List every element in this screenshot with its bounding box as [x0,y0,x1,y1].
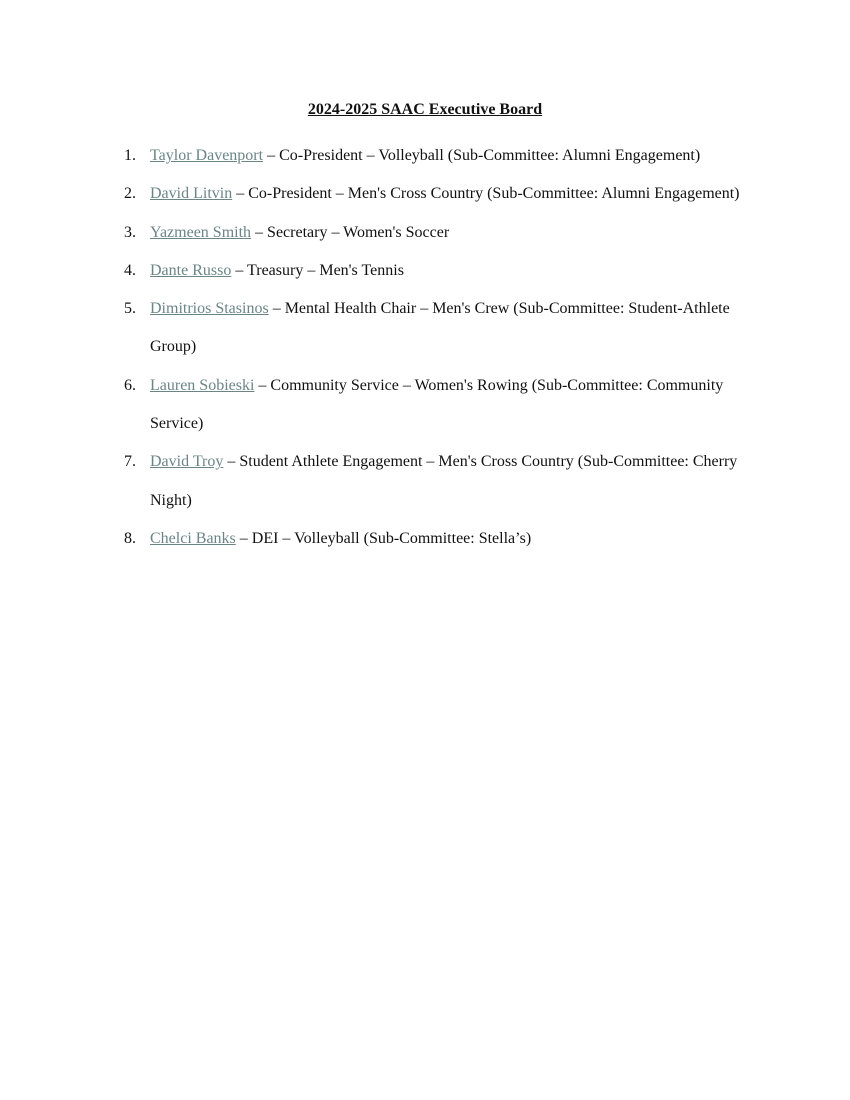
member-link-david-troy[interactable]: David Troy [150,453,224,471]
list-item [124,137,770,175]
member-details: – Community Service – Women's Rowing (Sub-Committee: Community Service) [150,376,724,433]
member-link-chelci-banks[interactable]: Chelci Banks [150,529,236,547]
member-link-david-litvin[interactable]: David Litvin [150,185,233,203]
member-link-dimitrios-stasinos[interactable]: Dimitrios Stasinos [150,300,269,318]
list-item [124,443,770,520]
member-details: – Treasury – Men's Tennis [231,261,404,279]
member-link-taylor-davenport[interactable]: Taylor Davenport [150,147,264,164]
member-link-dante-russo[interactable]: Dante Russo [150,261,232,279]
member-details: – Co-President – Volleyball (Sub-Committee: Alumni Engagement) [263,147,701,164]
page-title: 2024-2025 SAAC Executive Board [307,101,543,118]
list-item-number: 3. [124,223,136,241]
member-link-lauren-sobieski[interactable]: Lauren Sobieski [150,376,255,394]
list-item [124,367,770,444]
list-item-number: 2. [124,185,136,203]
list-item [124,175,770,213]
list-item-number: 5. [124,300,136,318]
list-item [124,290,770,367]
executive-board-list [124,137,770,558]
member-details: – Student Athlete Engagement – Men's Cross Country (Sub-Committee: Cherry Night) [150,453,738,509]
list-item [124,520,770,558]
member-details: – Secretary – Women's Soccer [251,223,450,241]
list-item [124,214,770,252]
member-link-yazmeen-smith[interactable]: Yazmeen Smith [150,223,252,241]
list-item-number: 1. [124,147,136,164]
list-item-number: 4. [124,261,136,279]
list-item [124,252,770,290]
member-details: – Mental Health Chair – Men's Crew (Sub-Committee: Student-Athlete Group) [150,300,730,356]
list-item-number: 7. [124,453,136,471]
member-details: – DEI – Volleyball (Sub-Committee: Stella’s) [235,529,532,547]
list-item-number: 6. [124,376,136,394]
member-details: – Co-President – Men's Cross Country (Sub-Committee: Alumni Engagement) [232,185,740,203]
list-item-number: 8. [124,529,136,547]
